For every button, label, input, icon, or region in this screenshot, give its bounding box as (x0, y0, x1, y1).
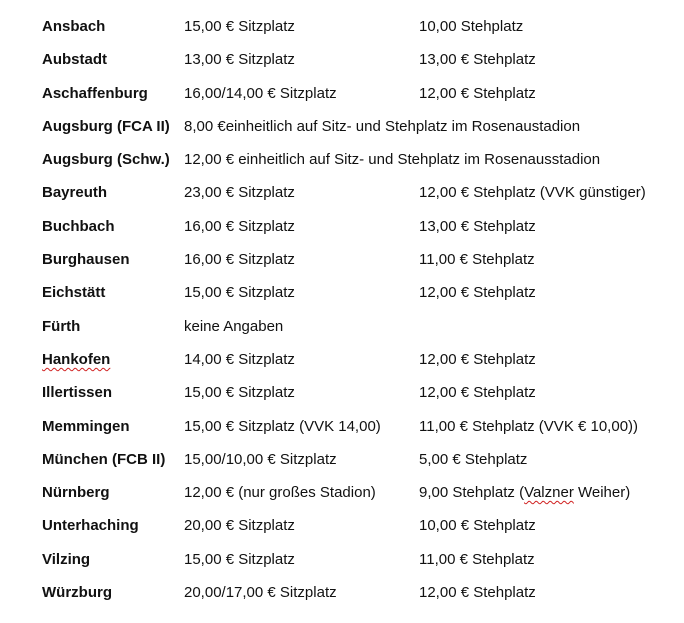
seat-price: 15,00 € Sitzplatz (184, 550, 295, 568)
seat-price: 12,00 € einheitlich auf Sitz- und Stehplatz im Rosenausstadion (184, 151, 601, 169)
seat-price: 8,00 €einheitlich auf Sitz- und Stehplatz im Rosenaustadion (184, 117, 581, 135)
table-row (42, 84, 682, 117)
table-row (42, 317, 682, 350)
stand-price: 10,00 Stehplatz (419, 18, 524, 35)
seat-price: 15,00 € Sitzplatz (184, 384, 295, 402)
stand-price: 12,00 € Stehplatz (419, 84, 536, 102)
table-row (42, 50, 682, 83)
city-name: München (FCB II) (42, 450, 166, 468)
city-name: Aschaffenburg (42, 84, 148, 102)
table-row (42, 417, 682, 450)
table-row (42, 483, 682, 516)
stand-price: 12,00 € Stehplatz (419, 584, 536, 602)
stand-price: 12,00 € Stehplatz (419, 384, 536, 402)
table-row (42, 583, 682, 616)
seat-price: 15,00 € Sitzplatz (184, 284, 295, 302)
misspelled-word: Valzner (524, 484, 574, 502)
table-row (42, 217, 682, 250)
stand-price: 11,00 € Stehplatz (419, 251, 535, 269)
city-name: Würzburg (42, 584, 112, 602)
table-row (42, 450, 682, 483)
city-name: Nürnberg (42, 484, 110, 502)
city-name: Memmingen (42, 417, 130, 435)
table-row (42, 17, 682, 50)
table-row (42, 516, 682, 549)
stand-price: 13,00 € Stehplatz (419, 217, 536, 235)
seat-price: 23,00 € Sitzplatz (184, 184, 295, 202)
seat-price: 15,00 € Sitzplatz (VVK 14,00) (184, 417, 381, 435)
table-row (42, 250, 682, 283)
seat-price: 16,00/14,00 € Sitzplatz (184, 84, 337, 102)
seat-price: 12,00 € (nur großes Stadion) (184, 484, 376, 502)
seat-price: 20,00/17,00 € Sitzplatz (184, 584, 337, 602)
table-row (42, 117, 682, 150)
city-name: Illertissen (42, 384, 113, 402)
table-row (42, 150, 682, 183)
table-row (42, 183, 682, 216)
city-name: Burghausen (42, 251, 130, 269)
city-name: Ansbach (42, 18, 106, 35)
seat-price: 16,00 € Sitzplatz (184, 217, 295, 235)
stand-price (419, 483, 630, 503)
city-name: Hankofen (42, 350, 111, 368)
city-name: Vilzing (42, 550, 91, 568)
seat-price: 20,00 € Sitzplatz (184, 517, 295, 535)
city-name: Buchbach (42, 217, 115, 235)
seat-price: 16,00 € Sitzplatz (184, 251, 295, 269)
seat-price: 13,00 € Sitzplatz (184, 51, 295, 69)
city-name: Bayreuth (42, 184, 108, 202)
stand-price: 13,00 € Stehplatz (419, 51, 536, 69)
city-name: Fürth (42, 317, 81, 335)
stand-price: 12,00 € Stehplatz (VVK günstiger) (419, 184, 646, 202)
city-name: Unterhaching (42, 517, 139, 535)
city-name: Eichstätt (42, 284, 106, 302)
city-name: Aubstadt (42, 51, 107, 69)
table-row (42, 383, 682, 416)
stand-price: 11,00 € Stehplatz (419, 550, 535, 568)
stand-price: 10,00 € Stehplatz (419, 517, 536, 535)
seat-price: 15,00 € Sitzplatz (184, 18, 295, 35)
stand-price: 11,00 € Stehplatz (VVK € 10,00)) (419, 417, 639, 435)
city-name: Augsburg (Schw.) (42, 151, 170, 169)
table-row (42, 283, 682, 316)
stand-price: 5,00 € Stehplatz (419, 450, 528, 468)
table-row (42, 350, 682, 383)
price-table (42, 17, 682, 616)
stand-price-suffix: Weiher) (573, 484, 631, 502)
seat-price: 14,00 € Sitzplatz (184, 350, 295, 368)
seat-price: keine Angaben (184, 317, 284, 335)
seat-price: 15,00/10,00 € Sitzplatz (184, 450, 337, 468)
table-row (42, 550, 682, 583)
stand-price: 12,00 € Stehplatz (419, 350, 536, 368)
stand-price: 12,00 € Stehplatz (419, 284, 536, 302)
stand-price-prefix: 9,00 Stehplatz ( (419, 484, 525, 502)
city-name: Augsburg (FCA II) (42, 117, 170, 135)
